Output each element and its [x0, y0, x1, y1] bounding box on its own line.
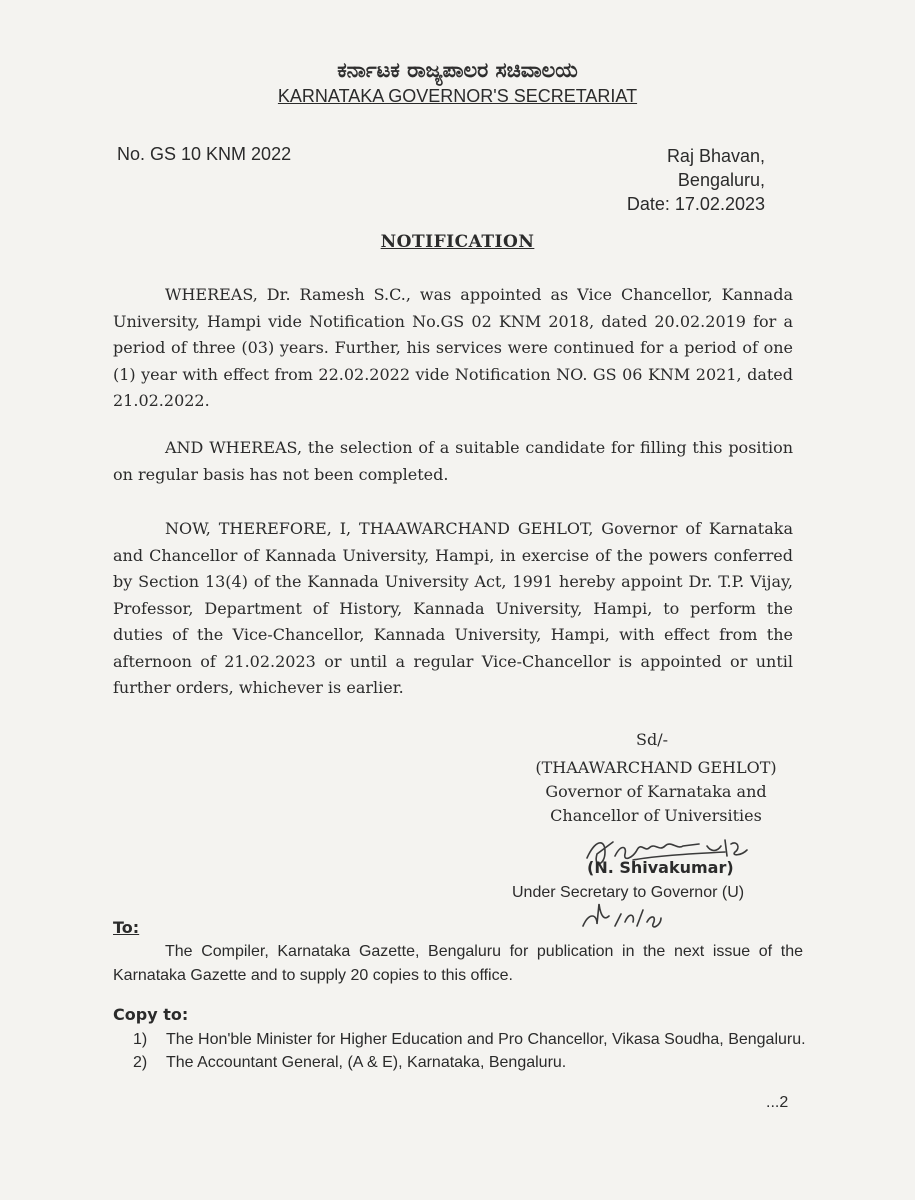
signatory-name: (THAAWARCHAND GEHLOT): [535, 758, 777, 777]
copy-to-item: [133, 1051, 813, 1074]
copy-to-label: Copy to:: [113, 1005, 189, 1024]
address-block: [627, 144, 765, 216]
paragraph-now-therefore-text: NOW, THEREFORE, I, THAAWARCHAND GEHLOT, Governor of Karnataka and Chancellor of Kannada University, Hampi, in exercise of the powers conferred by Section 13(4) of the Kannada University Act, 1991 hereby appoint Dr. T.P. Vijay, Professor, Department of History, Kannada University, Hampi, to perform the duties of the Vice-Chancellor, Kannada University, Hampi, with effect from the afternoon of 21.02.2023 or until a regular Vice-Chancellor is appointed or until further orders, whichever is earlier.: [113, 519, 793, 697]
signatory-block: [512, 756, 800, 828]
kannada-header-title: ಕರ್ನಾಟಕ ರಾಜ್ಯಪಾಲರ ಸಚಿವಾಲಯ: [337, 58, 578, 82]
secretariat-title: [0, 86, 915, 107]
copy-to-list: [133, 1028, 813, 1074]
officer-name: (N. Shivakumar): [587, 858, 734, 877]
notification-heading: [0, 232, 915, 252]
paragraph-whereas: [113, 282, 793, 415]
to-recipient-text: The Compiler, Karnataka Gazette, Bengaluru for publication in the next issue of the Karnataka Gazette and to supply 20 copies to this office.: [113, 943, 803, 984]
address-line-2: Bengaluru,: [677, 170, 765, 190]
copy-to-item-number: 2): [133, 1054, 148, 1071]
paragraph-now-therefore: [113, 516, 793, 702]
address-line-1: Raj Bhavan,: [666, 146, 765, 166]
officer-title: Under Secretary to Governor (U): [512, 884, 745, 901]
notification-date: Date: 17.02.2023: [626, 194, 765, 214]
to-label: To:: [113, 918, 140, 937]
paragraph-and-whereas-text: AND WHEREAS, the selection of a suitable candidate for filling this position on regular basis has not been completed.: [113, 438, 793, 484]
copy-to-item-text: The Hon'ble Minister for Higher Education and Pro Chancellor, Vikasa Soudha, Bengaluru.: [166, 1031, 806, 1048]
to-recipient: [113, 940, 803, 988]
handwritten-signature: [575, 822, 815, 942]
copy-to-item-number: 1): [133, 1031, 148, 1048]
copy-to-item-text: The Accountant General, (A & E), Karnataka, Bengaluru.: [166, 1054, 567, 1071]
paragraph-and-whereas: [113, 435, 793, 488]
notification-heading-text: NOTIFICATION: [380, 232, 535, 252]
copy-to-item: [133, 1028, 813, 1051]
signatory-title-line-2: Chancellor of Universities: [550, 806, 762, 825]
page-continuation: ...2: [766, 1094, 789, 1111]
paragraph-whereas-text: WHEREAS, Dr. Ramesh S.C., was appointed as Vice Chancellor, Kannada University, Hampi vide Notification No.GS 02 KNM 2018, dated 20.02.2019 for a period of three (03) years. Further, his services were continued for a period of one (1) year with effect from 22.02.2022 vide Notification NO. GS 06 KNM 2021, dated 21.02.2022.: [113, 285, 793, 410]
signatory-title-line-1: Governor of Karnataka and: [545, 782, 767, 801]
reference-number: No. GS 10 KNM 2022: [117, 144, 292, 164]
secretariat-title-text: KARNATAKA GOVERNOR'S SECRETARIAT: [277, 86, 638, 106]
signed-mark: Sd/-: [636, 730, 668, 749]
